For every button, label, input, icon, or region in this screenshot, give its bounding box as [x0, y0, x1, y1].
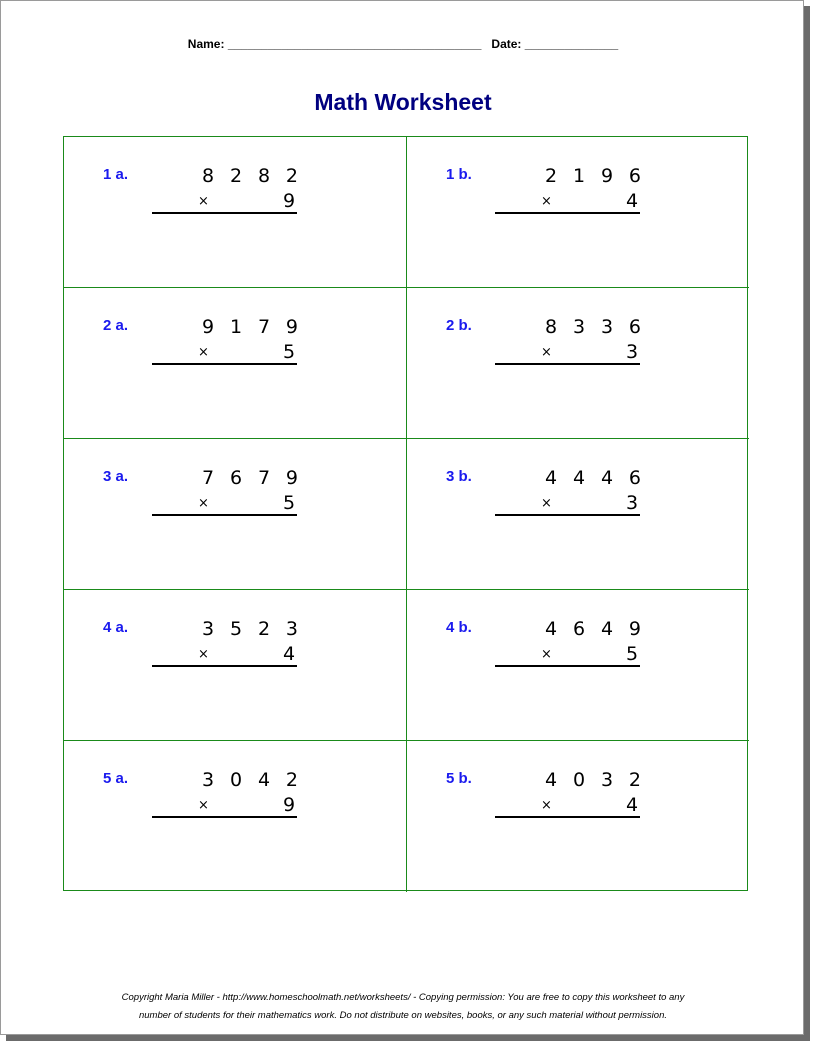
multiplicand-digit: 6 [628, 467, 641, 489]
multiplier: 9 [283, 190, 296, 212]
multiplicand-digit: 3 [202, 769, 215, 791]
problem-label: 2 a. [103, 317, 129, 334]
problem-label: 1 b. [446, 166, 472, 183]
multiplicand [202, 165, 298, 187]
answer-rule [495, 514, 640, 516]
multiplicand-digit: 4 [600, 467, 614, 489]
multiplicand-digit: 5 [229, 618, 243, 640]
multiplicand-digit: 8 [257, 165, 271, 187]
multiplicand [545, 769, 641, 791]
answer-rule [152, 816, 297, 818]
multiplicand-digit: 4 [600, 618, 614, 640]
problem-label: 1 a. [103, 166, 129, 183]
page-title: Math Worksheet [314, 89, 492, 115]
multiplier: 4 [626, 190, 639, 212]
multiplicand [545, 467, 641, 489]
problem-cell [64, 590, 407, 741]
multiplier: 4 [283, 643, 296, 665]
multiply-sign: × [541, 647, 552, 662]
problem-cell [407, 288, 749, 439]
multiplicand [545, 165, 641, 187]
multiplicand [202, 618, 298, 640]
problem-cell [64, 288, 407, 439]
multiplicand-digit: 1 [229, 316, 243, 338]
multiply-sign: × [541, 798, 552, 813]
multiplicand-digit: 2 [285, 165, 298, 187]
multiply-sign: × [198, 647, 209, 662]
multiplicand-digit: 6 [628, 316, 641, 338]
multiplier: 3 [626, 492, 639, 514]
multiplicand-digit: 7 [257, 467, 271, 489]
problem-cell [407, 590, 749, 741]
multiplicand-digit: 9 [285, 467, 298, 489]
problem-label: 4 b. [446, 619, 472, 636]
multiplier: 5 [626, 643, 639, 665]
multiplicand-digit: 3 [600, 769, 614, 791]
multiplicand-digit: 6 [628, 165, 641, 187]
answer-rule [152, 665, 297, 667]
problem-label: 5 a. [103, 770, 129, 787]
multiplier: 4 [626, 794, 639, 816]
problem-cell [64, 137, 407, 288]
footer-line-1: Copyright Maria Miller - http://www.homeschoolmath.net/worksheets/ - Copying permission: You are free to copy this worksheet to any [121, 992, 685, 1003]
multiplier: 3 [626, 341, 639, 363]
multiplicand-digit: 2 [229, 165, 243, 187]
multiply-sign: × [198, 798, 209, 813]
name-label: Name: [187, 37, 225, 51]
answer-rule [495, 212, 640, 214]
answer-rule [152, 212, 297, 214]
multiplicand-digit: 9 [628, 618, 641, 640]
multiply-sign: × [198, 496, 209, 511]
problem-cell [407, 137, 749, 288]
answer-rule [152, 363, 297, 365]
problem-cell [64, 741, 407, 892]
problem-label: 4 a. [103, 619, 129, 636]
multiplicand-digit: 2 [545, 165, 558, 187]
multiplier: 5 [283, 341, 296, 363]
multiplicand-digit: 4 [572, 467, 586, 489]
multiplicand-digit: 2 [628, 769, 641, 791]
multiplicand-digit: 0 [572, 769, 586, 791]
multiplicand [545, 316, 641, 338]
multiplicand-digit: 3 [600, 316, 614, 338]
multiplicand-digit: 9 [202, 316, 215, 338]
answer-rule [495, 816, 640, 818]
multiplicand-digit: 2 [285, 769, 298, 791]
multiplicand [202, 316, 298, 338]
multiplicand-digit: 6 [229, 467, 243, 489]
multiply-sign: × [541, 496, 552, 511]
multiply-sign: × [541, 194, 552, 209]
name-blank: ______________________________________ [227, 37, 482, 51]
problem-cell [407, 741, 749, 892]
date-label: Date: [491, 37, 522, 51]
problem-grid [63, 136, 748, 891]
answer-rule [495, 665, 640, 667]
problem-cell [407, 439, 749, 590]
multiplicand-digit: 4 [545, 618, 558, 640]
multiplicand-digit: 6 [572, 618, 586, 640]
problem-label: 3 a. [103, 468, 129, 485]
footer-line-2: number of students for their mathematics work. Do not distribute on websites, books, or any such material without permission. [138, 1010, 667, 1021]
multiplicand-digit: 8 [202, 165, 215, 187]
multiplicand-digit: 4 [545, 467, 558, 489]
copyright-footer [1, 989, 805, 1025]
multiplicand [545, 618, 641, 640]
multiply-sign: × [198, 345, 209, 360]
problem-label: 5 b. [446, 770, 472, 787]
multiply-sign: × [541, 345, 552, 360]
multiplicand [202, 769, 298, 791]
multiplier: 5 [283, 492, 296, 514]
page-shadow-right [804, 6, 810, 1040]
multiplicand-digit: 9 [600, 165, 614, 187]
answer-rule [152, 514, 297, 516]
multiplicand [202, 467, 298, 489]
problem-cell [64, 439, 407, 590]
multiplicand-digit: 3 [572, 316, 586, 338]
header-line [1, 37, 805, 51]
problem-label: 2 b. [446, 317, 472, 334]
answer-rule [495, 363, 640, 365]
multiplicand-digit: 8 [545, 316, 558, 338]
multiplicand-digit: 1 [572, 165, 586, 187]
multiplicand-digit: 2 [257, 618, 271, 640]
multiplicand-digit: 4 [545, 769, 558, 791]
page-shadow-bottom [6, 1035, 810, 1041]
multiplicand-digit: 0 [229, 769, 243, 791]
multiplicand-digit: 7 [257, 316, 271, 338]
multiplier: 9 [283, 794, 296, 816]
multiplicand-digit: 4 [257, 769, 271, 791]
multiplicand-digit: 3 [202, 618, 215, 640]
multiplicand-digit: 3 [285, 618, 298, 640]
date-blank: ______________ [524, 37, 619, 51]
problem-label: 3 b. [446, 468, 472, 485]
multiply-sign: × [198, 194, 209, 209]
multiplicand-digit: 7 [202, 467, 215, 489]
multiplicand-digit: 9 [285, 316, 298, 338]
